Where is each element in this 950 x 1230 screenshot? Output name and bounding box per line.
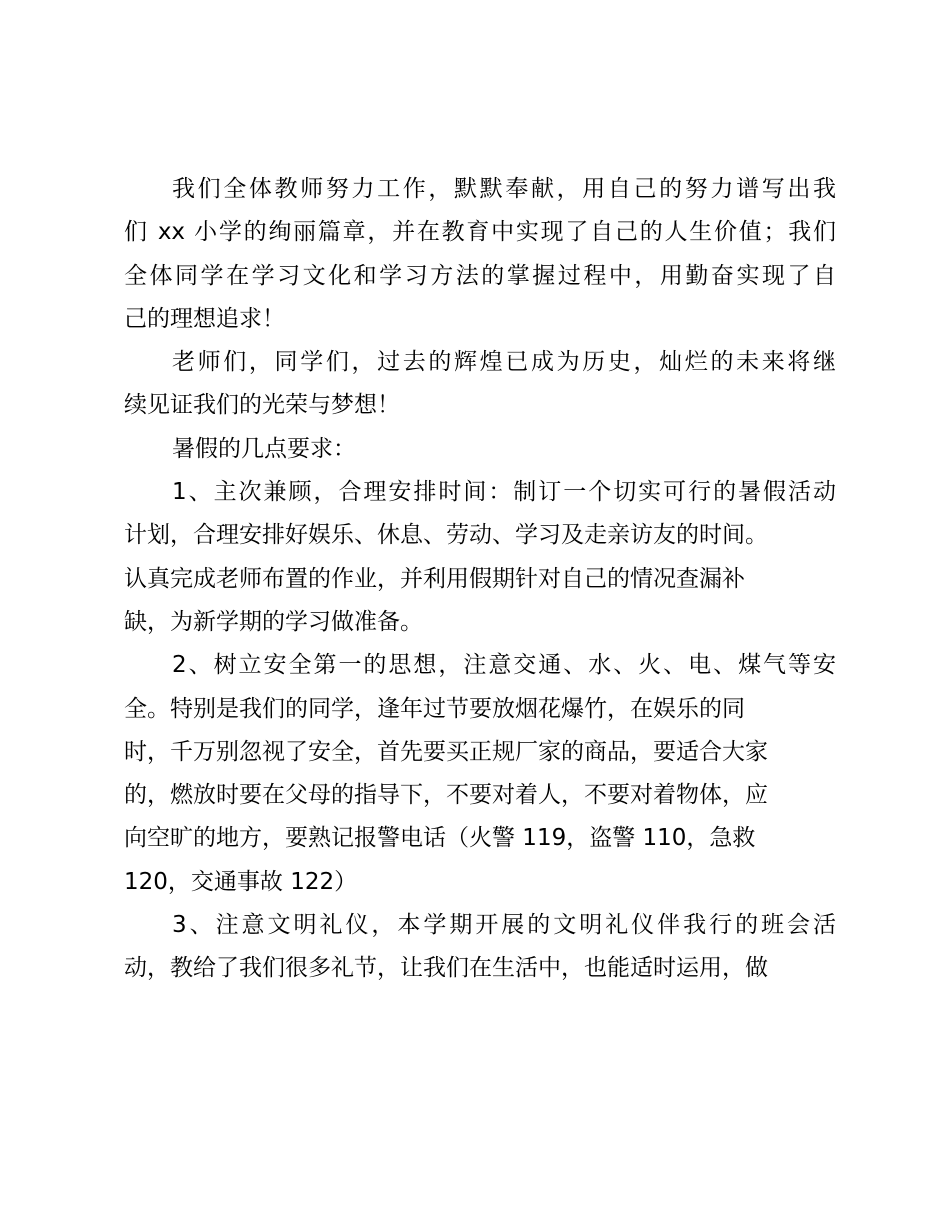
document-body [124, 168, 836, 991]
paragraph-5-line-3: 时，千万别忽视了安全，首先要买正规厂家的商品，要适合大家 [124, 738, 768, 765]
paragraph-1-line-4: 己的理想追求！ [124, 305, 285, 332]
paragraph-2-line-1: 老师们，同学们，过去的辉煌已成为历史，灿烂的未来将继 [172, 349, 836, 376]
paragraph-5-line-4: 的，燃放时要在父母的指导下，不要对着人，不要对着物体，应 [124, 782, 768, 809]
paragraph-4-line-3: 认真完成老师布置的作业，并利用假期针对自己的情况查漏补 [124, 565, 745, 592]
paragraph-5-line-1: 2、树立安全第一的思想，注意交通、水、火、电、煤气等安 [172, 652, 836, 679]
paragraph-4-line-2: 计划，合理安排好娱乐、休息、劳动、学习及走亲访友的时间。 [124, 522, 768, 549]
paragraph-5-line-5: 向空旷的地方，要熟记报警电话（火警 119，盗警 110，急救 [124, 825, 756, 852]
paragraph-2-line-2: 续见证我们的光荣与梦想！ [124, 392, 400, 419]
paragraph-6-line-1: 3、注意文明礼仪，本学期开展的文明礼仪伴我行的班会活 [172, 912, 836, 939]
paragraph-5-line-6: 120，交通事故 122） [124, 868, 358, 895]
paragraph-3-line-1: 暑假的几点要求： [172, 435, 356, 462]
paragraph-4-line-1: 1、主次兼顾，合理安排时间：制订一个切实可行的暑假活动 [172, 479, 836, 506]
paragraph-4-line-4: 缺，为新学期的学习做准备。 [124, 608, 423, 635]
paragraph-6-line-2: 动，教给了我们很多礼节，让我们在生活中，也能适时运用，做 [124, 955, 768, 982]
paragraph-1-line-1: 我们全体教师努力工作，默默奉献，用自己的努力谱写出我 [172, 176, 836, 202]
paragraph-1-line-3: 全体同学在学习文化和学习方法的掌握过程中，用勤奋实现了自 [124, 262, 836, 289]
paragraph-5-line-2: 全。特别是我们的同学，逢年过节要放烟花爆竹，在娱乐的同 [124, 695, 745, 722]
paragraph-1-line-2: 们 xx 小学的绚丽篇章，并在教育中实现了自己的人生价值；我们 [124, 219, 836, 246]
